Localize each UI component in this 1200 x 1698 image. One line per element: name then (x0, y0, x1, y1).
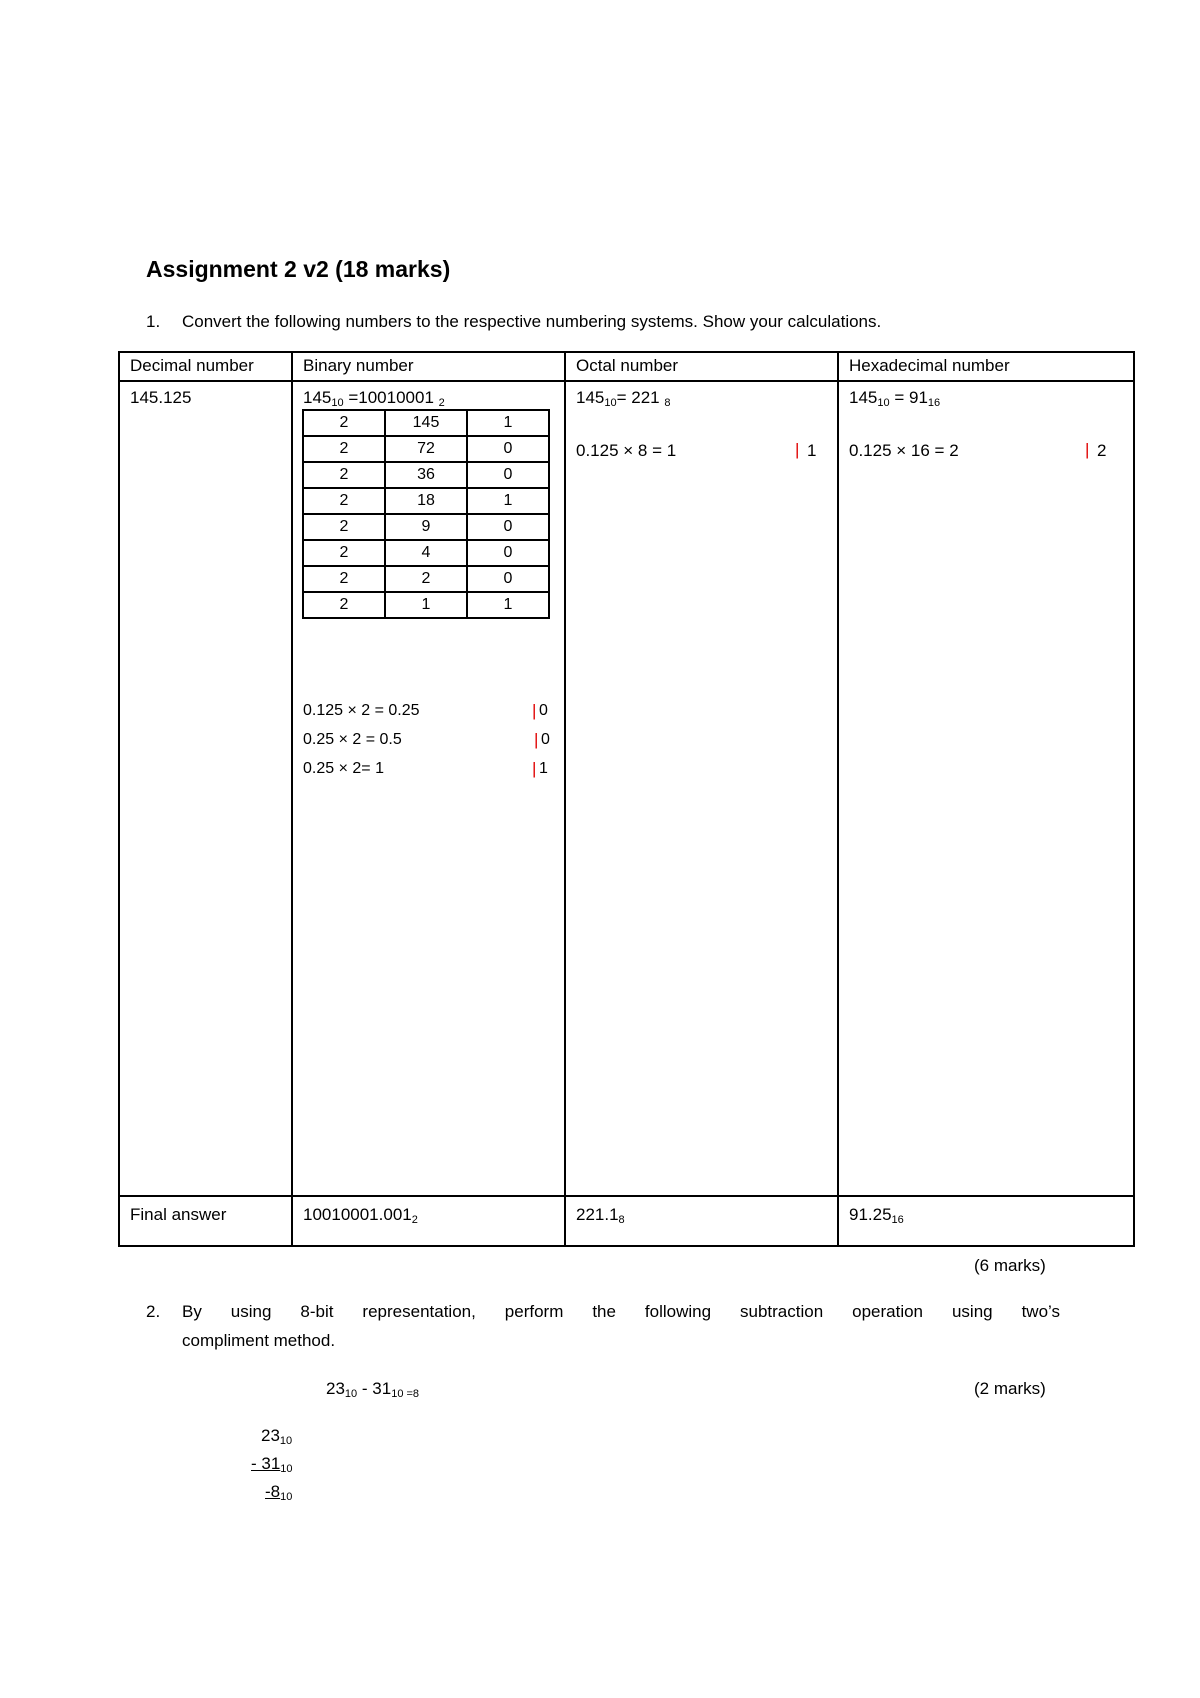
octal-fraction-line: 0.125 × 8 = 1 (576, 441, 677, 460)
divisor-cell: 2 (303, 436, 385, 462)
division-row (303, 592, 549, 618)
dividend-cell: 145 (385, 410, 467, 436)
division-row (303, 566, 549, 592)
remainder-cell: 0 (467, 566, 549, 592)
divisor-cell: 2 (303, 488, 385, 514)
remainder-cell: 1 (467, 592, 549, 618)
remainder-cell: 0 (467, 436, 549, 462)
dividend-cell: 2 (385, 566, 467, 592)
page-title: Assignment 2 v2 (18 marks) (146, 256, 451, 282)
binary-division-table (302, 409, 550, 619)
dividend-cell: 36 (385, 462, 467, 488)
remainder-cell: 1 (467, 410, 549, 436)
divisor-cell: 2 (303, 592, 385, 618)
header-decimal: Decimal number (130, 356, 254, 375)
work-line-2: - $31_{10}$ (251, 1454, 293, 1475)
hex-integer-line: $145_{10} = 91_{16}$ (849, 388, 941, 409)
binary-fraction-bar-1: | (532, 701, 537, 720)
binary-fraction-digit-3: 1 (539, 760, 548, 777)
octal-fraction-bar: | (795, 440, 800, 459)
binary-fraction-bar-3: | (532, 759, 537, 778)
question-2-text-line-1: By using 8-bit representation, perform the following subtraction operation using two’s (182, 1302, 1060, 1321)
final-answer-label: Final answer (130, 1205, 227, 1224)
remainder-cell: 1 (467, 488, 549, 514)
division-row (303, 514, 549, 540)
conversion-table (118, 351, 1135, 1247)
division-row (303, 540, 549, 566)
divisor-cell: 2 (303, 540, 385, 566)
question-2-expression: $23_{10} - 31_{10}$ $_{=8}$ (326, 1379, 420, 1400)
hex-fraction-line: 0.125 × 16 = 2 (849, 441, 959, 460)
hex-fraction-bar: | (1085, 440, 1090, 459)
dividend-cell: 4 (385, 540, 467, 566)
divisor-cell: 2 (303, 462, 385, 488)
question-1-number: 1. (146, 312, 161, 331)
binary-fraction-line-1: 0.125 × 2 = 0.25 (303, 702, 420, 719)
divisor-cell: 2 (303, 566, 385, 592)
binary-fraction-line-2: 0.25 × 2 = 0.5 (303, 731, 402, 748)
division-row (303, 488, 549, 514)
question-2-text-line-2: compliment method. (182, 1331, 336, 1350)
binary-integer-line: $145_{10} =10010001$ $_2$ (303, 388, 445, 409)
octal-fraction-digit: 1 (807, 441, 817, 460)
question-2-number: 2. (146, 1302, 161, 1321)
remainder-cell: 0 (467, 540, 549, 566)
final-octal: $221.1_8$ (576, 1205, 625, 1226)
header-binary: Binary number (303, 356, 414, 375)
binary-fraction-line-3: 0.25 × 2= 1 (303, 760, 384, 777)
remainder-cell: 0 (467, 462, 549, 488)
dividend-cell: 9 (385, 514, 467, 540)
divisor-cell: 2 (303, 410, 385, 436)
dividend-cell: 72 (385, 436, 467, 462)
binary-fraction-digit-2: 0 (541, 731, 550, 748)
divisor-cell: 2 (303, 514, 385, 540)
division-row (303, 410, 549, 436)
header-hexadecimal: Hexadecimal number (849, 356, 1010, 375)
dividend-cell: 1 (385, 592, 467, 618)
final-hex: $91.25_{16}$ (849, 1205, 904, 1226)
dividend-cell: 18 (385, 488, 467, 514)
octal-integer-line: $145_{10}= 221$ $_8$ (576, 388, 671, 409)
header-octal: Octal number (576, 356, 679, 375)
binary-fraction-bar-2: | (534, 730, 539, 749)
question-1-text: Convert the following numbers to the respective numbering systems. Show your calculations. (182, 312, 882, 331)
division-row (303, 436, 549, 462)
work-line-3: $-8_{10}$ (265, 1482, 293, 1503)
remainder-cell: 0 (467, 514, 549, 540)
question-1-marks: (6 marks) (974, 1256, 1046, 1275)
work-line-1: $23_{10}$ (261, 1426, 293, 1447)
binary-fraction-digit-1: 0 (539, 702, 548, 719)
decimal-value: 145.125 (130, 388, 192, 407)
hex-fraction-digit: 2 (1097, 441, 1107, 460)
division-row (303, 462, 549, 488)
final-binary: $10010001.001_2$ (303, 1205, 418, 1226)
question-2-marks: (2 marks) (974, 1379, 1046, 1398)
